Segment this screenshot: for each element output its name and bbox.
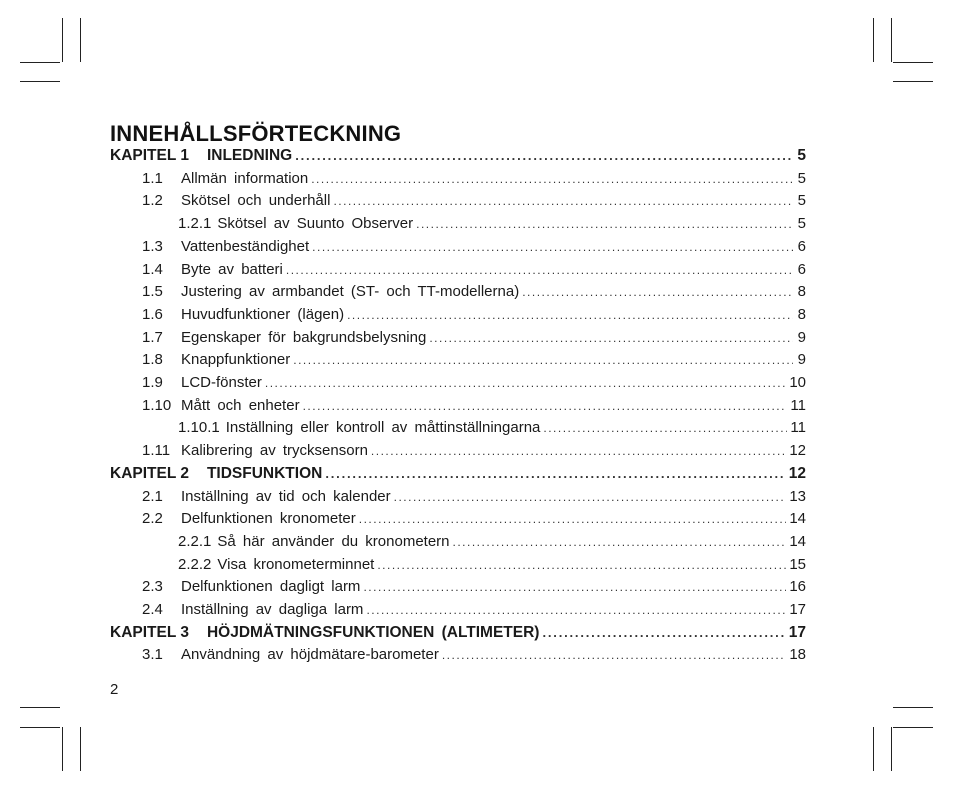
dot-leader [442, 648, 786, 662]
toc-page-number: 5 [797, 169, 806, 187]
dot-leader [416, 217, 793, 231]
dot-leader [286, 263, 793, 277]
toc-title: TIDSFUNKTION [206, 464, 323, 482]
dot-leader [347, 308, 793, 322]
toc-page-number: 14 [789, 510, 806, 528]
toc-chapter[interactable] [110, 465, 806, 487]
toc-entry[interactable] [142, 442, 806, 464]
toc-entry[interactable] [178, 419, 806, 441]
toc-title: Allmän information [181, 169, 309, 187]
toc-number: 1.1 [142, 169, 163, 187]
page-number: 2 [110, 681, 119, 698]
toc-page-number: 18 [789, 646, 806, 664]
toc-page-number: 8 [797, 283, 806, 301]
toc-entry[interactable] [142, 261, 806, 283]
toc-page-number: 9 [797, 328, 806, 346]
toc-title: LCD-fönster [181, 374, 262, 391]
toc-page-number: 10 [789, 374, 806, 391]
toc-number: KAPITEL 2 [110, 464, 189, 482]
toc-title: Kalibrering av trycksensorn [181, 442, 368, 460]
toc-title: HÖJDMÄTNINGSFUNKTIONEN (ALTIMETER) [206, 623, 540, 641]
toc-number: 1.2 [142, 192, 163, 210]
toc-page-number: 9 [797, 351, 806, 369]
crop-mark [20, 62, 60, 63]
toc-entry[interactable] [142, 306, 806, 328]
dot-leader [543, 421, 787, 435]
toc-page-number: 17 [789, 601, 806, 618]
toc-number: 1.10 [142, 396, 172, 414]
dot-leader [293, 353, 793, 367]
crop-mark [873, 727, 874, 771]
toc-page-number: 12 [788, 464, 806, 482]
toc-page-number: 13 [789, 487, 806, 505]
toc-title: Användning av höjdmätare-barometer [181, 646, 439, 664]
toc-title: Delfunktionen kronometer [181, 510, 356, 528]
crop-mark [893, 62, 933, 63]
toc-number: 1.9 [142, 374, 163, 391]
crop-mark [20, 81, 60, 82]
toc-page-number: 11 [790, 419, 806, 437]
toc-number: KAPITEL 3 [110, 623, 189, 641]
toc-title: Inställning av tid och kalender [181, 487, 391, 505]
dot-leader [325, 466, 785, 481]
toc-page-number: 6 [797, 237, 806, 255]
dot-leader [311, 172, 793, 186]
toc-entry[interactable] [142, 329, 806, 351]
toc-number: 1.7 [142, 328, 163, 346]
toc-number: 1.5 [142, 283, 163, 301]
dot-leader [394, 490, 787, 504]
page-title: INNEHÅLLSFÖRTECKNING [110, 120, 402, 146]
toc-entry[interactable] [142, 283, 806, 305]
toc-number: 2.2 [142, 510, 163, 528]
toc-entry[interactable] [142, 488, 806, 510]
toc-number: KAPITEL 1 [110, 147, 189, 164]
toc-page-number: 12 [789, 442, 806, 460]
crop-mark [893, 707, 933, 708]
toc-entry[interactable] [142, 646, 806, 668]
toc-title: Knappfunktioner [181, 351, 291, 369]
toc-number: 1.6 [142, 305, 163, 323]
toc-title: Skötsel och underhåll [181, 192, 331, 210]
toc-title: Huvudfunktioner (lägen) [181, 305, 345, 323]
toc-number: 1.10.1 [178, 419, 220, 437]
toc-entry[interactable] [142, 397, 806, 419]
dot-leader [359, 512, 787, 526]
toc-number: 2.3 [142, 578, 163, 596]
crop-mark [891, 18, 892, 62]
toc-title: Visa kronometerminnet [217, 555, 375, 573]
toc-page-number: 15 [789, 555, 806, 573]
toc-page-number: 14 [789, 532, 806, 550]
crop-mark [62, 727, 63, 771]
dot-leader [377, 558, 786, 572]
dot-leader [333, 194, 793, 208]
toc-entry[interactable] [178, 533, 806, 555]
toc-page-number: 16 [789, 578, 806, 596]
toc-entry[interactable] [142, 601, 806, 623]
toc-number: 3.1 [142, 646, 163, 664]
toc-title: Så här använder du kronometern [217, 532, 450, 550]
toc-title: Inställning eller kontroll av måttinställningarna [225, 419, 541, 437]
toc-page-number: 17 [788, 623, 806, 641]
crop-mark [20, 727, 60, 728]
toc-page-number: 6 [797, 260, 806, 278]
crop-mark [20, 707, 60, 708]
toc-title: Byte av batteri [181, 260, 283, 278]
dot-leader [295, 148, 793, 163]
toc-number: 2.4 [142, 601, 163, 618]
crop-mark [80, 727, 81, 771]
toc-page-number: 5 [797, 147, 806, 164]
crop-mark [891, 727, 892, 771]
toc-number: 1.3 [142, 237, 163, 255]
toc-title: Egenskaper för bakgrundsbelysning [181, 328, 427, 346]
toc-page-number: 8 [797, 305, 806, 323]
dot-leader [265, 376, 786, 390]
crop-mark [80, 18, 81, 62]
toc-entry[interactable] [142, 351, 806, 373]
toc-title: Inställning av dagliga larm [181, 601, 364, 618]
toc-entry[interactable] [142, 170, 806, 192]
toc-page-number: 5 [797, 215, 806, 233]
dot-leader [312, 240, 793, 254]
toc-title: Vattenbeständighet [181, 237, 310, 255]
toc-page-number: 5 [797, 192, 806, 210]
toc-number: 2.1 [142, 487, 163, 505]
dot-leader [303, 399, 788, 413]
toc-entry[interactable] [178, 556, 806, 578]
dot-leader [522, 285, 793, 299]
toc-title: Delfunktionen dagligt larm [181, 578, 361, 596]
toc-number: 1.2.1 [178, 215, 212, 233]
toc-entry[interactable] [142, 578, 806, 600]
dot-leader [371, 444, 786, 458]
toc-entry[interactable] [142, 192, 806, 214]
toc-title: INLEDNING [206, 147, 293, 164]
toc-number: 1.4 [142, 260, 163, 278]
toc-title: Mått och enheter [181, 396, 300, 414]
dot-leader [453, 535, 787, 549]
toc-entry[interactable] [142, 374, 806, 396]
toc-number: 1.8 [142, 351, 163, 369]
toc-title: Skötsel av Suunto Observer [217, 215, 414, 233]
toc-title: Justering av armbandet (ST- och TT-modellerna) [181, 283, 520, 301]
toc-chapter[interactable] [110, 147, 806, 169]
crop-mark [873, 18, 874, 62]
crop-mark [893, 81, 933, 82]
crop-mark [62, 18, 63, 62]
toc-number: 2.2.1 [178, 532, 212, 550]
toc-page-number: 11 [790, 396, 806, 414]
dot-leader [429, 331, 793, 345]
toc-number: 2.2.2 [178, 555, 212, 573]
dot-leader [542, 625, 785, 640]
toc-number: 1.11 [142, 442, 171, 460]
toc-entry[interactable] [142, 238, 806, 260]
toc-chapter[interactable] [110, 624, 806, 646]
dot-leader [363, 580, 786, 594]
toc-entry[interactable] [142, 510, 806, 532]
dot-leader [366, 603, 786, 617]
toc-entry[interactable] [178, 215, 806, 237]
crop-mark [893, 727, 933, 728]
